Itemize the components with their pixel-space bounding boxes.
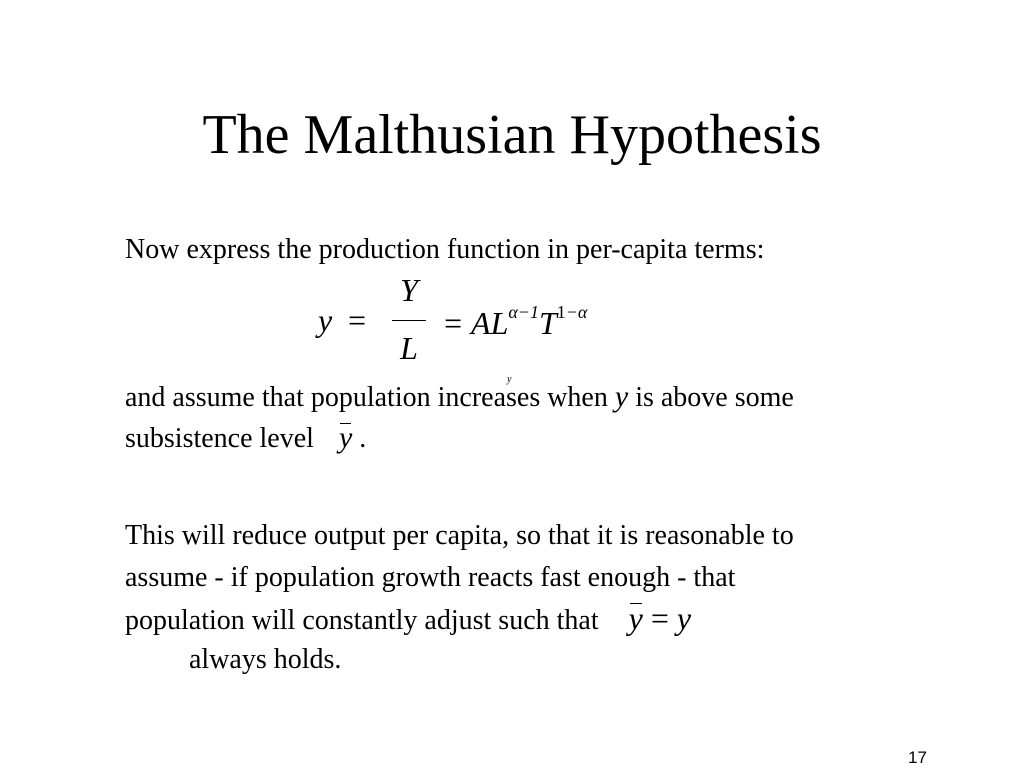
para2-line3 <box>125 601 691 638</box>
para1-line2-b: . <box>352 423 367 454</box>
eq-rhs <box>442 302 587 342</box>
para1-line1 <box>125 380 794 415</box>
fraction-bar <box>392 320 426 321</box>
para1-line1-var: y <box>614 380 629 413</box>
para2-line3-text: population will constantly adjust such that <box>125 605 599 636</box>
intro-text: Now express the production function in per-capita terms: <box>125 234 765 265</box>
eq-lhs: y <box>318 302 333 338</box>
eq-fraction <box>388 272 430 368</box>
eq-exponent2-num: 1 <box>556 302 566 322</box>
eq-rhs-base1: = AL <box>442 305 509 341</box>
eq-exponent2-rest: −α <box>565 302 588 322</box>
eq-numerator: Y <box>400 272 418 308</box>
page-number: 17 <box>908 748 927 767</box>
para1-line2-a: subsistence level <box>125 423 321 454</box>
final-eq-mid: = <box>642 600 677 636</box>
production-function-equation <box>318 272 658 368</box>
para1-line1-a: and assume that population increases when <box>125 382 615 413</box>
subsistence-y-bar: y <box>338 421 353 454</box>
para2-line2: assume - if population growth reacts fast enough - that <box>125 562 736 593</box>
para2-line1: This will reduce output per capita, so that it is reasonable to <box>125 520 794 551</box>
eq-denominator: L <box>400 330 418 366</box>
final-eq-left: y <box>628 600 643 636</box>
final-eq-right: y <box>676 600 692 636</box>
slide-title: The Malthusian Hypothesis <box>202 104 822 166</box>
stray-symbol: y <box>507 374 512 385</box>
para2-line4: always holds. <box>189 644 342 675</box>
final-equation <box>629 601 691 635</box>
para1-line2 <box>125 421 366 456</box>
eq-exponent1: α−1 <box>508 302 539 322</box>
para1-line1-b: is above some <box>628 382 794 413</box>
eq-rhs-base2: T <box>538 305 557 341</box>
eq-equals: = <box>348 302 367 338</box>
